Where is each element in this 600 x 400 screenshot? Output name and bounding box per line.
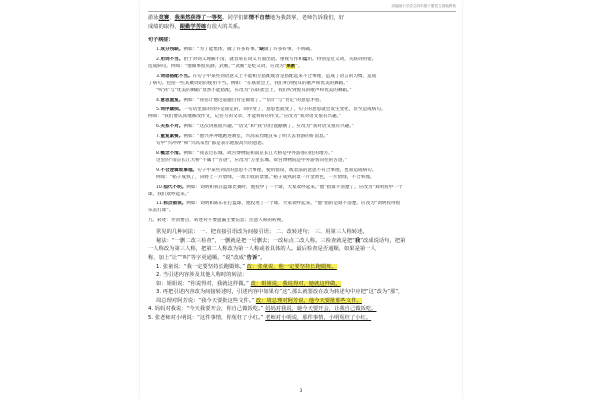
highlighted-text: 果断 (286, 63, 296, 69)
header-rule (148, 11, 456, 12)
item-term: 用词不当。 (160, 57, 184, 62)
item-number: 7. (156, 134, 161, 140)
text: 例如：“这次讲座很兴趣。”“语文”和“我”的位置颠倒了。应改为“我对语文很有兴趣。” (183, 124, 355, 130)
underlined-answer: 老师对小明说，那件事情，小明冤枉了小红。 (265, 315, 372, 322)
text: 如：姐姐说：“你说得对，我就这样做。” (156, 280, 249, 287)
item-term: 指代不明。 (163, 184, 187, 190)
text: 例如：“我去过长城、故宫博物院和南京长江大桥是中外游客向往的地方。” (183, 150, 333, 156)
paragraph-line (148, 14, 454, 23)
item-number: 9. (156, 167, 161, 173)
bold-text: 告诉 (246, 254, 258, 261)
item-term: 重复累赘。 (160, 134, 184, 140)
item-number: 10. (156, 184, 164, 190)
list-continuation (148, 175, 454, 182)
text: 做了许多好事、不明确。 (263, 47, 315, 53)
highlighted-answer: 改：姐姐说， (250, 280, 283, 287)
list-item (148, 201, 454, 208)
text: “估计”与“肯定”的意思矛盾。 (263, 97, 324, 103)
list-continuation (148, 64, 454, 71)
example-line: 3. 再把引述内容改为间接转述时，引述内容中如果有“这”,那么就要改在改为转述句中应把“这”改为“那”， (156, 289, 404, 296)
item-term: 概念不清。 (160, 150, 184, 156)
bold-text: 缺 (259, 47, 264, 53)
list-continuation: 球，我们欢呼起来。” (148, 191, 190, 197)
text: 5. 张老师对小明说：“这件事情，你冤枉了小红。” (148, 315, 264, 322)
item-number: 5. (156, 107, 161, 113)
page-number: 3 (299, 388, 303, 393)
item-term: 词语搭配不当。 (160, 73, 193, 79)
text: 例如：刘明和陈东在打篮球，他投进了一个球，大家欢呼起来。“他”指的是谁不清楚。应改为“刘明投得很 (186, 201, 401, 207)
example-line (148, 297, 454, 306)
text: ， (169, 15, 175, 21)
paragraph-line: 一人称改为第三人称，把第二人称改为第一人称或者具体的人。最后检查是否通顺，如果是第一人 (148, 246, 376, 253)
item-term: 关系不对。 (160, 124, 184, 130)
text: 周总理对阿芳说：“我今天要批这些文件。” (156, 297, 255, 304)
item-term: 词序颠倒。 (160, 107, 184, 113)
item-term: 成分残缺。 (160, 47, 184, 53)
text: 例如：“他兴冲冲地跑进教室，兴高采烈地宣布了明天去春游的好消息。” (183, 134, 329, 140)
item-number: 11. (156, 201, 164, 207)
list-continuation: “听到”与“优美的舞蹈”显然不能搭配，应改为“在联欢会上，我们听到悦耳的歌声和优美的舞蹈。” (156, 87, 352, 93)
example-line: 2. 当引述内容涉及其他人称时的转法： (156, 272, 248, 279)
text: ”改成说话句，把第 (360, 237, 406, 244)
text: 1. 张童说：“我一定要坚持长跑锻炼。” (156, 263, 246, 270)
text: 。同学们都 (222, 15, 249, 21)
text: 例如：“我们要认真地修改作文，记住写的文章，才能将好的作文。” (148, 114, 284, 120)
paragraph-line: 常见的几种问法： 一、把直接引语改为间接引语； 二、改转述句； 三、用第三人称转述。 (156, 229, 368, 236)
list-item (148, 107, 454, 114)
text: 例如：“稻子成熟了，田野上一片碧绿，一派丰收的景象。” (156, 174, 274, 180)
list-continuation: 句中“兴冲冲”和“兴高采烈”都是表示他很高兴的意思。 (156, 141, 267, 147)
text: 选成病句。例如：“他做事很负静，武断。” (148, 63, 234, 69)
text: 用。特别是近义词，关联词用错。 (307, 57, 377, 62)
highlighted-answer: 改：周总理对阿芳说，他今天要批那些文件。 (255, 297, 362, 304)
paragraph-line (148, 237, 454, 246)
section-title-sentence: 句子病症： (148, 37, 174, 44)
underlined-answer: 妈妈对我说，她今天要开会，让我自己做饭吃。 (265, 306, 377, 313)
text: 游泳 (148, 15, 159, 21)
item-number: 3. (156, 73, 161, 79)
list-item (148, 168, 454, 175)
list-continuation: 了病句。包括一些其聚词语的使用不当。例如：“在联欢会上，我们听到悦耳的歌声和优美的舞蹈。” (148, 80, 348, 86)
item-number: 4. (156, 97, 161, 103)
example-line (148, 280, 454, 289)
text: 例如：“我估计他这道题目肯定做错了。” (183, 97, 264, 103)
underlined-text: 竞赛 (158, 15, 170, 21)
underlined-text: 我果然获得了一等奖 (174, 15, 223, 21)
example-line (148, 314, 454, 323)
highlighted-answer: 改：张童说，他一定要坚持长跑锻炼。 (246, 263, 337, 270)
text: 在句子中某些词语意义上不能相互搭配或者是搭配起来不合事理，造成了语言的习惯，造成 (192, 73, 377, 79)
section-title-convert: 九、转述：弄清要点，转述对不要遗漏主要信息；注意人称的转换。 (148, 218, 286, 224)
list-item (148, 151, 454, 158)
text: 应改为“我对语文很有兴趣。” (283, 114, 342, 120)
item-term: 标点错误。 (163, 201, 187, 207)
document-page (140, 0, 462, 400)
text: “武断”是贬义词，应改为“ (233, 63, 287, 69)
list-continuation (148, 114, 454, 121)
bold-text: 我 (354, 237, 361, 244)
item-number: 1. (156, 47, 161, 53)
text: 成绩的取得， (148, 23, 180, 30)
item-number: 6. (156, 124, 161, 130)
paragraph-line (148, 254, 454, 263)
text: 4. 妈妈对我说：“今天我要开会，你自己做饭吃。” (148, 306, 264, 313)
text: 例如：刘明和我在篮球比赛时，他投中了一个球，大家欢呼起来。”他”指谁不清楚了。应改为“刘明投中一个 (186, 184, 403, 190)
text: 例如：“为了能集体，做了许多好事。” (183, 47, 260, 53)
list-continuation: 乐去打球”。 (148, 208, 174, 214)
list-item (148, 47, 454, 54)
paragraph-line (148, 23, 454, 32)
list-item (148, 57, 454, 64)
example-line (148, 305, 454, 314)
page-header: 部编版小学语文四年级下册语文园地教案 (391, 4, 456, 8)
text: ”。 (295, 63, 303, 69)
highlighted-answer: 我说得对，她就这样做。 (282, 280, 341, 287)
list-item (148, 134, 454, 141)
text: 地为我鼓掌，老师告诉我们，好 (269, 15, 345, 21)
bold-text: 运 (302, 57, 308, 62)
list-item (148, 74, 454, 81)
list-item (148, 124, 454, 131)
example-line (148, 263, 454, 272)
text: 有很大的关系。 (206, 23, 244, 30)
text: 一句话里面的词序是固定的，词序变了，意思也就变了，句子的意思就会发生变化，甚至造成病句。 (183, 107, 386, 113)
item-term: 不合逻辑或事理。 (160, 167, 198, 173)
text: 句子中某些词语的意思不合事理，使用错误，或者法的意思不符合事理，也易造成病句。 (197, 167, 377, 173)
list-item (148, 185, 454, 192)
text: 由于对词义理解不清，就容易在词义方面出错。重视写作和 (183, 57, 303, 62)
item-number: 8. (156, 150, 161, 156)
text: 称，加上“让”“叫”等字更通顺。“说”改成“ (148, 254, 247, 261)
text: 秘法：“一删二改三检查”，一删就是把一号删去；一改标点二改人称。三检查就是把“ (156, 237, 355, 244)
text: 稻子成熟的景一片金黄色，一片碧绿，不合事理。 (273, 174, 375, 180)
item-number: 2. (156, 57, 161, 62)
bold-text: 情不自禁 (248, 15, 270, 21)
list-item (148, 98, 454, 105)
list-continuation: 这里的“南京长江大桥”不属于“古迹”，应改为“万里长城、故宫博物院是中外游客向往的古迹。” (156, 157, 348, 163)
underlined-text: 跟勤学苦练 (179, 23, 207, 30)
text: ”。 (257, 254, 266, 261)
document-body (148, 14, 454, 323)
item-term: 意思重复。 (160, 97, 184, 103)
